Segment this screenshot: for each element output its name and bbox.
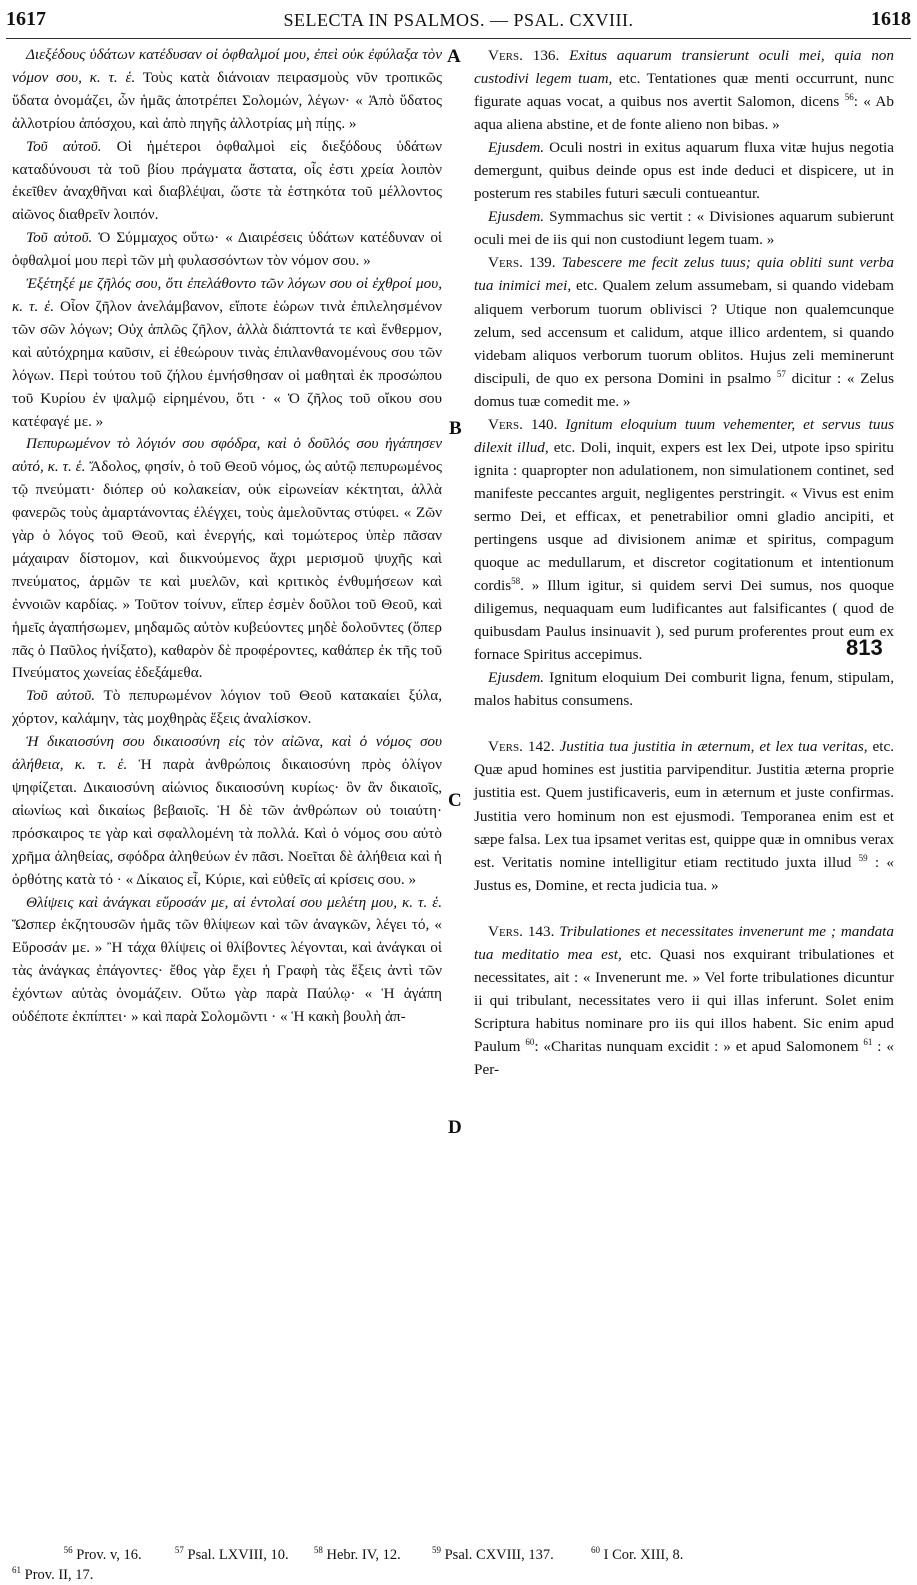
footnote-ref: 60 <box>525 1036 535 1047</box>
verse-label: Vers. 140. <box>488 415 558 433</box>
latin-lemma: Ignitum eloquium tuum vehementer, et servus tuus dilexit illud, <box>474 415 894 456</box>
footnote: $^{57}$ Psal. LXVIII, 10. <box>174 1545 289 1563</box>
running-header <box>6 8 911 38</box>
latin-paragraph <box>474 136 894 205</box>
margin-letter-c: C <box>448 790 462 811</box>
latin-text: dicitur : « Zelus domus tuæ comedit me. » <box>474 369 894 410</box>
latin-text: Symmachus sic vertit : « Divisiones aquarum subierunt oculi mei de iis qui non custodiunt legem tuam. » <box>474 208 894 249</box>
latin-text: : « Ab aqua aliena abstine, et de fonte alieno non bibas. » <box>474 93 894 134</box>
latin-column <box>474 44 894 1081</box>
footnote: $^{61}$ Prov. II, 17. <box>12 1565 94 1583</box>
latin-text: etc. Doli, inquit, expers est lex Dei, utpote ipso spiritu ignita : quapropter non adulationem, non simulationem continet, sed manifeste peccantes arguit, negligentes perstringit. « Vivus est enim sermo Dei, et efficax, et penetrabilior omni gladio ancipiti, et pertingens usque ad divisionem animæ et spiritus, compagum quoque ac medullarum, et discretor cogitationum et intentionum cordis <box>474 438 894 595</box>
greek-lemma: Ἐξέτηξέ με ζῆλός σου, ὅτι ἐπελάθοντο τῶν λόγων σου οἱ ἐχθροί μου, κ. τ. ἑ. <box>12 275 442 315</box>
latin-lemma: Justitia tua justitia in æternum, et lex tua veritas, <box>559 738 868 756</box>
footnotes <box>12 1545 902 1585</box>
margin-letter-d: D <box>448 1117 462 1138</box>
latin-text: : « Justus es, Domine, et recta judicia tua. » <box>474 853 894 894</box>
latin-lemma: Tribulationes et necessitates invenerunt me ; mandata tua meditatio mea est, <box>474 922 894 963</box>
latin-text: etc. Quasi nos exquirant tribulationes et necessitates, ait : « Invenerunt me. » Vel forte tribulationes dicuntur ii qui tribulant, necessitates vero ii qui illas inferunt. Solet enim Scriptura habitus nominare pro iis qui illos habent. Sic enim apud Paulum <box>474 945 895 1055</box>
greek-lemma: Θλίψεις καὶ ἀνάγκαι εὕροσάν με, αἱ ἐντολαί σου μελέτη μου, κ. τ. ἑ. <box>26 893 442 911</box>
latin-text: : « Per- <box>474 1037 894 1078</box>
latin-paragraph <box>474 920 894 1081</box>
margin-letter-b: B <box>449 418 462 439</box>
left-page-number: 1617 <box>6 8 46 30</box>
latin-text: etc. Qualem zelum assumebam, si quando videbam aliquem verborum tuorum oblivisci ? Utique non qualemcunque zelum, sed accensum et calidum, atque illico ardentem, si quando videbam aliquos verborum tuorum oblitos. Hujus zeli meminerunt discipuli, de quo ex persona Domini in psalmo <box>474 277 894 387</box>
footnote-ref: 57 <box>776 368 786 379</box>
latin-lemma: Ejusdem. <box>488 669 545 687</box>
greek-paragraph <box>12 136 442 228</box>
greek-text: Οἱ ἡμέτεροι ὀφθαλμοὶ εἰς διεξόδους ὑδάτων καταδύνουσι τὰ τοῦ βίου πράγματα ἄστατα, οἷς ἐστι χρεία λοιπὸν ἐκεῖθεν ἀναχθῆναι καὶ διαβλέψαι, ὥστε τὰ ἑστηκότα τοῦ μέλλοντος αἰῶνος διαθρεῖν λοιπόν. <box>12 137 442 224</box>
greek-lemma: Τοῦ αὐτοῦ. <box>26 137 102 155</box>
greek-text: Ὥσπερ ἐκζητουσῶν ἡμᾶς τῶν θλίψεων καὶ τῶν ἀναγκῶν, λέγει τό, « Εὕροσάν με. » Ἢ τάχα θλίψεις οἱ θλίβοντες λέγονται, καὶ ἀνάγκαι οἱ τὰς ἀνάγκας ἐπάγοντες· ἔθος γὰρ ἔχει ἡ Γραφὴ τὰς ἕξεις ἀντὶ τῶν ἐχόντων αὐτὰς ὀνομάζειν. Οὕτω γὰρ παρὰ Παύλῳ· « Ἡ ἀγάπη οὐδέποτε ἐκπίπτει· » καὶ παρὰ Σολομῶντι · « Ἡ κακὴ βουλὴ ἀπ- <box>12 916 442 1026</box>
verse-label: Vers. 142. <box>488 738 555 756</box>
greek-text: Τοὺς κατὰ διάνοιαν πειρασμοὺς νῦν τροπικῶς ὕδατα ὀνομάζει, ὧν ἡμᾶς ἀποτρέπει Σολομών, λέγων· « Ἀπὸ ὕδατος ἀλλοτρίου ἀπόσχου, καὶ ἀπὸ πηγῆς ἀλλοτρίας μὴ πίῃς. » <box>12 68 443 132</box>
greek-paragraph <box>12 731 442 891</box>
latin-text: Ignitum eloquium Dei comburit ligna, fenum, stipulam, malos habitus consumens. <box>474 669 894 710</box>
latin-lemma: Ejusdem. <box>488 208 545 226</box>
latin-lemma: Exitus aquarum transierunt oculi mei, quia non custodivi legem tuam, <box>474 47 894 88</box>
latin-paragraph <box>474 413 894 667</box>
latin-paragraph <box>474 251 894 412</box>
greek-lemma: Τοῦ αὐτοῦ. <box>26 229 93 247</box>
verse-label: Vers. 136. <box>488 47 560 64</box>
running-title: SELECTA IN PSALMOS. — PSAL. CXVIII. <box>283 10 634 30</box>
greek-paragraph <box>12 227 442 273</box>
margin-letter-a: A <box>447 46 461 67</box>
footnote: $^{59}$ Psal. CXVIII, 137. <box>431 1545 554 1563</box>
greek-paragraph <box>12 892 442 1029</box>
greek-text: Ἡ παρὰ ἀνθρώποις δικαιοσύνη πρὸς ὀλίγον ψηφίζεται. Δικαιοσύνη αἰώνιος δικαιοσύνη κυρίως· ὃν ἂν δικαιοῖς, αἰωνίως καὶ δικαίως βεβαιοῖς. Ἡ δὲ τῶν ἀνθρώπων οὐ τοιαύτη· πρόσκαιρος τε γὰρ καὶ σφαλλομένη τὰ πολλά. Καὶ ὁ νόμος σου αὐτὸ χρῆμα ἀληθείας, σφόδρα ἀληθεύων ἐν πᾶσι. Νοεῖται δὲ ἀλήθεια καὶ ἡ ὀρθότης κατὰ τό · « Δίκαιος εἶ, Κύριε, καὶ εὐθεῖς αἱ κρίσεις σου. » <box>12 756 443 888</box>
greek-paragraph <box>12 685 442 731</box>
footnote: $^{56}$ Prov. v, 16. <box>63 1545 142 1563</box>
verse-label: Vers. 139. <box>488 254 556 272</box>
footnote-ref: 58 <box>511 576 521 587</box>
latin-paragraph <box>474 44 894 136</box>
greek-paragraph <box>12 44 442 136</box>
header-rule <box>6 38 911 39</box>
greek-paragraph <box>12 273 442 433</box>
greek-lemma: Ἡ δικαιοσύνη σου δικαιοσύνη εἰς τὸν αἰῶνα, καὶ ὁ νόμος σου ἀλήθεια, κ. τ. ἑ. <box>12 733 442 774</box>
latin-text: . » Illum igitur, si quidem servi Dei sumus, nos quoque diligemus, nequaquam eum ludificantes aut falsificantes ( quod de quibusdam Paulus insinuavit ), sed purum proferentes prout eum ex fornace Spiritus accepimus. <box>474 577 894 664</box>
latin-paragraph <box>474 666 894 712</box>
latin-text: etc. Tentationes quæ menti occurrunt, nunc figurate aquas vocat, a quibus nos avertit Salomon, dicens <box>474 70 894 111</box>
latin-text: : «Charitas nunquam excidit : » et apud Salomonem <box>534 1037 859 1055</box>
greek-lemma: Τοῦ αὐτοῦ. <box>26 687 96 705</box>
greek-column <box>12 44 442 1029</box>
greek-text: Τὸ πεπυρωμένον λόγιον τοῦ Θεοῦ κατακαίει ξύλα, χόρτον, καλάμην, τὰς μοχθηρὰς ἕξεις ἀναλίσκον. <box>12 687 442 728</box>
latin-text: etc. Quæ apud homines est justitia parvipenditur. Justitia æterna proprie justitia est. Quem justificaveris, eum in æternum et juste confirmas. Justitia vero hominum non est ejusmodi. Temporanea enim est et sæpe falsa. Lex tua ipsamet veritas est, quippe quæ in omnibus verax est. Veritatis nomine intelligitur etiam rectitudo juxta illud <box>474 738 895 871</box>
footnote-ref: 59 <box>858 852 868 863</box>
footnote-ref: 56 <box>844 92 854 103</box>
latin-lemma: Ejusdem. <box>488 139 545 157</box>
greek-text: Ὁ Σύμμαχος οὕτω· « Διαιρέσεις ὑδάτων κατέδυναν οἱ ὀφθαλμοί μου περὶ τῶν μὴ φυλασσόντων τὸν νόμον σου. » <box>12 229 442 270</box>
column-marker: 813 <box>846 635 883 660</box>
right-page-number: 1618 <box>871 8 911 30</box>
greek-lemma: Διεξέδους ὑδάτων κατέδυσαν οἱ ὀφθαλμοί μου, ἐπεὶ οὐκ ἐφύλαξα τὸν νόμον σου, κ. τ. ἑ. <box>12 46 442 86</box>
footnote-line <box>12 1565 902 1585</box>
verse-label: Vers. 143. <box>488 922 555 940</box>
greek-paragraph <box>12 433 442 685</box>
footnote: $^{60}$ I Cor. XIII, 8. <box>591 1545 684 1563</box>
greek-text: Οἷον ζῆλον ἀνελάμβανον, εἴποτε ἑώρων τινὰ ἐπιλελησμένον τῶν σῶν λόγων; Οὐχ ἁπλῶς ζῆλον, ἀλλὰ διάπτοντά τε καὶ ἔνθερμον, καὶ αὐτόχρημα καῦσιν, εἰ ἐθεώρουν τινὰς ἐπιλανθανομένους σου τῶν λόγων. Περὶ τούτου τοῦ ζήλου ἐμνήσθησαν οἱ μαθηταὶ ἐκ προσώπου τοῦ Κυρίου ἐν ψαλμῷ εἰρημένου, ὅτι · « Ὁ ζῆλος τοῦ οἴκου σου κατέφαγέ με. » <box>12 297 442 430</box>
greek-text: Ἄδολος, φησίν, ὁ τοῦ Θεοῦ νόμος, ὡς αὐτῷ πεπυρωμένος τῷ πνεύματι· διόπερ οὐ κολακείαν, οὐκ εἰρωνείαν κέκτηται, ἀλλὰ φανερῶς τοὺς ἁμαρτάνοντας ἐλέγχει, τοὺς ἀμελοῦντας στύφει. « Ζῶν γὰρ ὁ λόγος τοῦ Θεοῦ, καὶ ἐνεργής, καὶ τομώτερος ὑπὲρ πᾶσαν μάχαιραν δίστομον, καὶ διικνούμενος ἄχρι μερισμοῦ ψυχῆς καὶ πνεύματος, ἁρμῶν τε καὶ μυελῶν, καὶ κριτικὸς ἐνθυμήσεων καὶ ἐννοιῶν καρδίας. » Τοῦτον τοίνυν, εἴπερ ἐσμὲν δοῦλοι τοῦ Θεοῦ, καὶ ἡμεῖς ἀγαπήσωμεν, μηδαμῶς αὐτὸν κυβεύοντες μηδὲ δολοῦντες (ὅπερ πᾶς ὁ Παῦλος ἠνίξατο), καθαρὸν δὲ προφέροντες, καθάπερ ἐκ τῆς τοῦ Πνεύματος χωνείας ἐδεξάμεθα. <box>12 458 442 682</box>
latin-text: Oculi nostri in exitus aquarum fluxa vitæ hujus negotia demergunt, quibus deinde opus est inde deduci et dispicere, ut in posterum res stabiles futuri sæculi contueantur. <box>474 139 894 203</box>
footnote-line <box>12 1545 902 1565</box>
latin-lemma: Tabescere me fecit zelus tuus; quia obliti sunt verba tua inimici mei, <box>474 254 894 295</box>
latin-paragraph <box>474 735 894 896</box>
footnote-ref: 61 <box>863 1036 873 1047</box>
greek-lemma: Πεπυρωμένον τὸ λόγιόν σου σφόδρα, καὶ ὁ δοῦλός σου ἠγάπησεν αὐτό, κ. τ. ἑ. <box>12 435 442 476</box>
footnote: $^{58}$ Hebr. IV, 12. <box>313 1545 401 1563</box>
latin-paragraph <box>474 205 894 251</box>
